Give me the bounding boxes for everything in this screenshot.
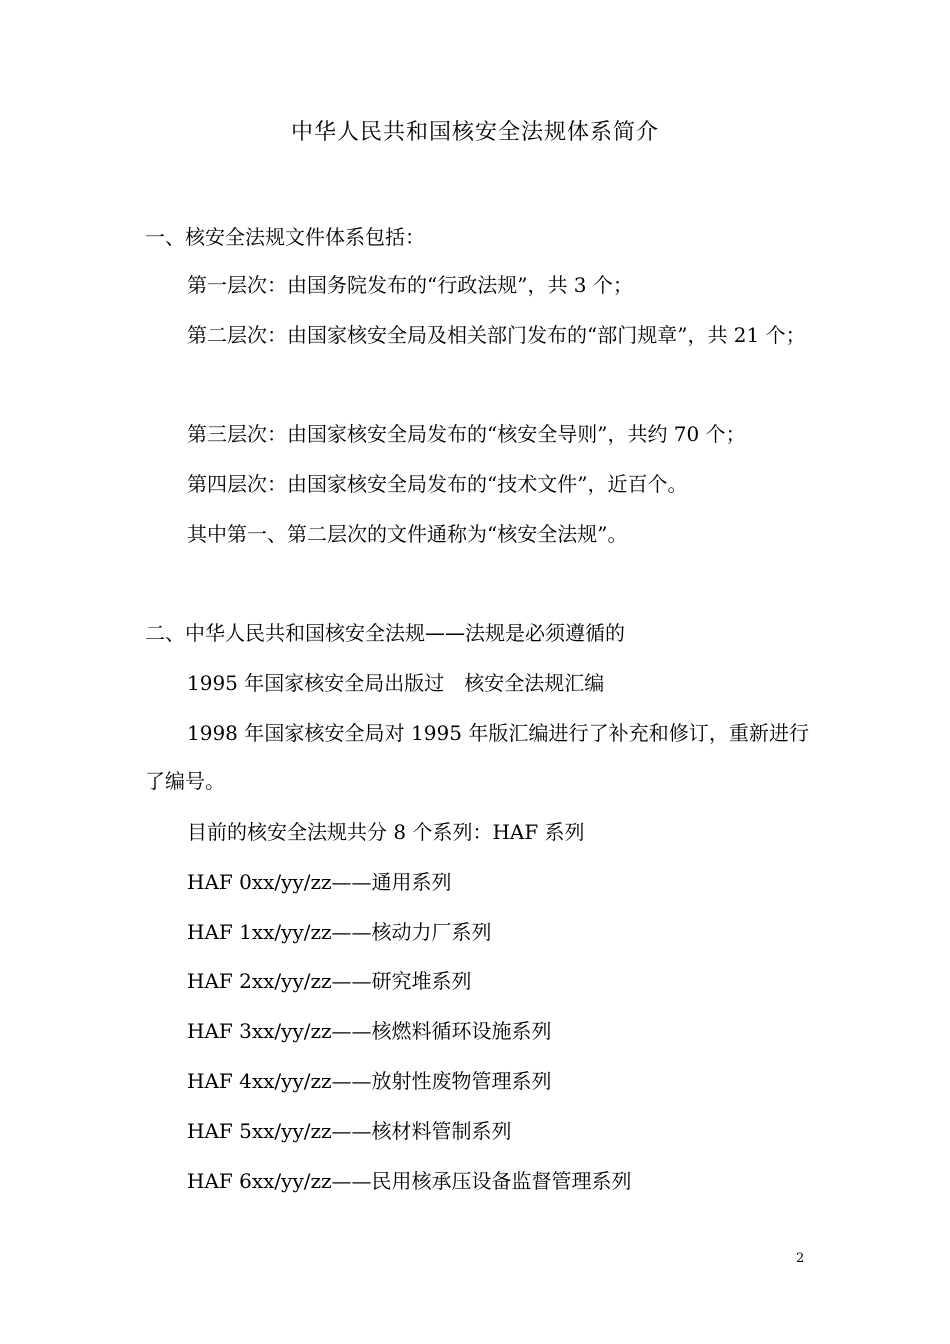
haf-series-item: HAF 6xx/yy/zz——民用核承压设备监督管理系列 (187, 1169, 632, 1193)
haf-series-item: HAF 3xx/yy/zz——核燃料循环设施系列 (187, 1019, 552, 1043)
haf-series-item: HAF 4xx/yy/zz——放射性废物管理系列 (187, 1069, 552, 1093)
section-1-note: 其中第一、第二层次的文件通称为“核安全法规”。 (187, 522, 628, 546)
section-2-line-1: 1995 年国家核安全局出版过 核安全法规汇编 (187, 671, 605, 695)
section-2-line-2: 1998 年国家核安全局对 1995 年版汇编进行了补充和修订，重新进行了编号。 (145, 721, 809, 793)
haf-series-item: HAF 5xx/yy/zz——核材料管制系列 (187, 1119, 512, 1143)
document-title: 中华人民共和国核安全法规体系简介 (290, 120, 659, 145)
level-4-text: 第四层次：由国家核安全局发布的“技术文件”，近百个。 (187, 472, 688, 496)
section-1-heading: 一、核安全法规文件体系包括： (145, 225, 425, 249)
section-2-line-3: 目前的核安全法规共分 8 个系列：HAF 系列 (187, 820, 585, 844)
haf-series-item: HAF 2xx/yy/zz——研究堆系列 (187, 969, 472, 993)
haf-series-item: HAF 0xx/yy/zz——通用系列 (187, 870, 452, 894)
level-2-text: 第二层次：由国家核安全局及相关部门发布的“部门规章”，共 21 个； (187, 323, 806, 347)
section-2-heading: 二、中华人民共和国核安全法规——法规是必须遵循的 (145, 621, 625, 645)
level-1-text: 第一层次：由国务院发布的“行政法规”，共 3 个； (187, 273, 633, 297)
haf-series-item: HAF 1xx/yy/zz——核动力厂系列 (187, 920, 492, 944)
level-3-text: 第三层次：由国家核安全局发布的“核安全导则”，共约 70 个； (187, 422, 746, 446)
page-number: 2 (796, 1251, 805, 1266)
